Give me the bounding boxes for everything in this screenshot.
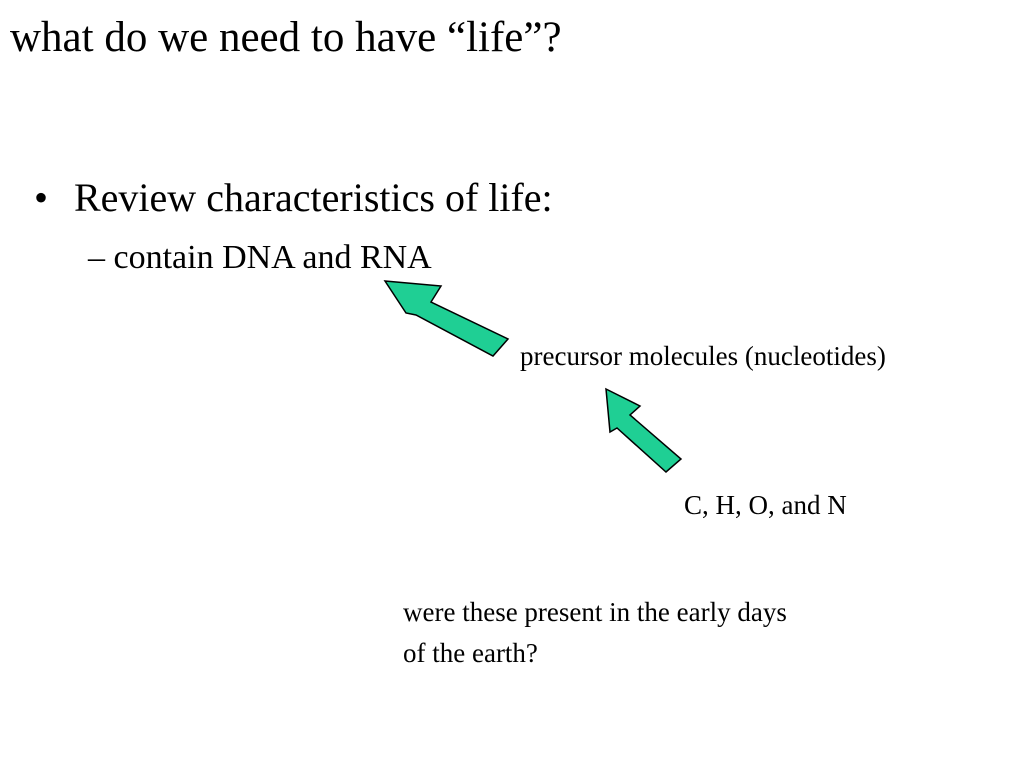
bullet-marker: • [34,175,49,220]
arrow-to-dna-rna [385,281,508,356]
question-line-1: were these present in the early days [403,597,787,627]
annotation-elements: C, H, O, and N [684,490,847,520]
annotation-question [403,592,903,674]
sub-bullet-text: contain DNA and RNA [113,239,432,276]
question-line-2: of the earth? [403,638,538,668]
arrow-to-precursor [606,389,681,472]
annotation-precursor: precursor molecules (nucleotides) [520,341,886,371]
bullet-text: Review characteristics of life: [74,175,553,220]
slide-title: what do we need to have “life”? [10,14,562,61]
sub-bullet-marker: – [88,239,105,276]
